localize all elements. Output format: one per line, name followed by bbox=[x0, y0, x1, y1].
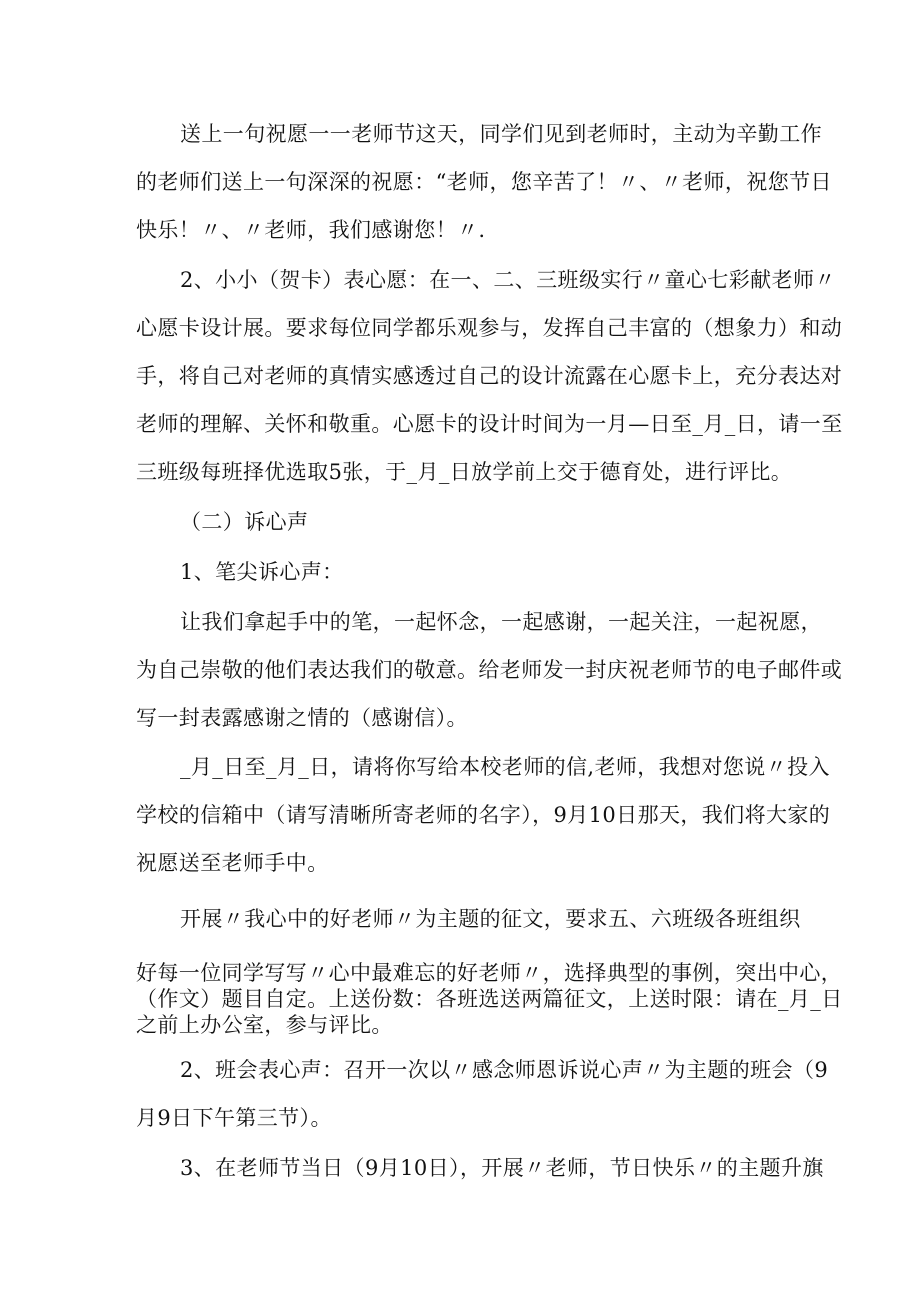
paragraph-line: 开展〃我心中的好老师〃为主题的征文，要求五、六班级各班组织 bbox=[180, 907, 801, 931]
paragraph-line: 的老师们送上一句深深的祝愿：“老师，您辛苦了！〃、〃老师，祝您节日 bbox=[136, 170, 832, 194]
paragraph-line: 3、在老师节当日（9月10日），开展〃老师，节日快乐〃的主题升旗 bbox=[180, 1156, 824, 1180]
paragraph-line: 快乐！〃、〃老师，我们感谢您！〃. bbox=[136, 218, 486, 242]
section-heading: （二）诉心声 bbox=[180, 510, 309, 534]
paragraph-line: 2、班会表心声：召开一次以〃感念师恩诉说心声〃为主题的班会（9 bbox=[180, 1058, 829, 1082]
paragraph-line: 祝愿送至老师手中。 bbox=[136, 851, 329, 875]
paragraph-line: 手，将自己对老师的真情实感透过自己的设计流露在心愿卡上，充分表达对 bbox=[136, 364, 843, 388]
paragraph-line: 三班级每班择优选取5张，于_月_日放学前上交于德育处，进行评比。 bbox=[136, 460, 793, 484]
paragraph-line: 2、小小（贺卡）表心愿：在一、二、三班级实行〃童心七彩献老师〃 bbox=[180, 268, 836, 292]
paragraph-line: （作文）题目自定。上送份数：各班选送两篇征文，上送时限：请在_月_日 bbox=[136, 987, 843, 1011]
paragraph-line: 心愿卡设计展。要求每位同学都乐观参与，发挥自己丰富的（想象力）和动 bbox=[136, 316, 843, 340]
paragraph-line: 为自己崇敬的他们表达我们的敬意。给老师发一封庆祝老师节的电子邮件或 bbox=[136, 658, 843, 682]
paragraph-line: 写一封表露感谢之情的（感谢信）。 bbox=[136, 706, 468, 730]
paragraph-line: 好每一位同学写写〃心中最难忘的好老师〃，选择典型的事例，突出中心， bbox=[136, 961, 843, 985]
paragraph-line: 学校的信箱中（请写清晰所寄老师的名字），9月10日那天，我们将大家的 bbox=[136, 803, 831, 827]
paragraph-line: _月_日至_月_日，请将你写给本校老师的信,老师，我想对您说〃投入 bbox=[180, 755, 830, 779]
paragraph-line: 让我们拿起手中的笔，一起怀念，一起感谢，一起关注，一起祝愿， bbox=[180, 610, 822, 634]
paragraph-line: 之前上办公室，参与评比。 bbox=[136, 1013, 393, 1037]
subsection-heading: 1、笔尖诉心声： bbox=[180, 560, 344, 584]
paragraph-line: 老师的理解、关怀和敬重。心愿卡的设计时间为一月—日至_月_日，请一至 bbox=[136, 412, 843, 436]
paragraph-line: 月9日下午第三节）。 bbox=[136, 1106, 332, 1130]
paragraph-line: 送上一句祝愿一一老师节这天，同学们见到老师时，主动为辛勤工作 bbox=[180, 122, 822, 146]
